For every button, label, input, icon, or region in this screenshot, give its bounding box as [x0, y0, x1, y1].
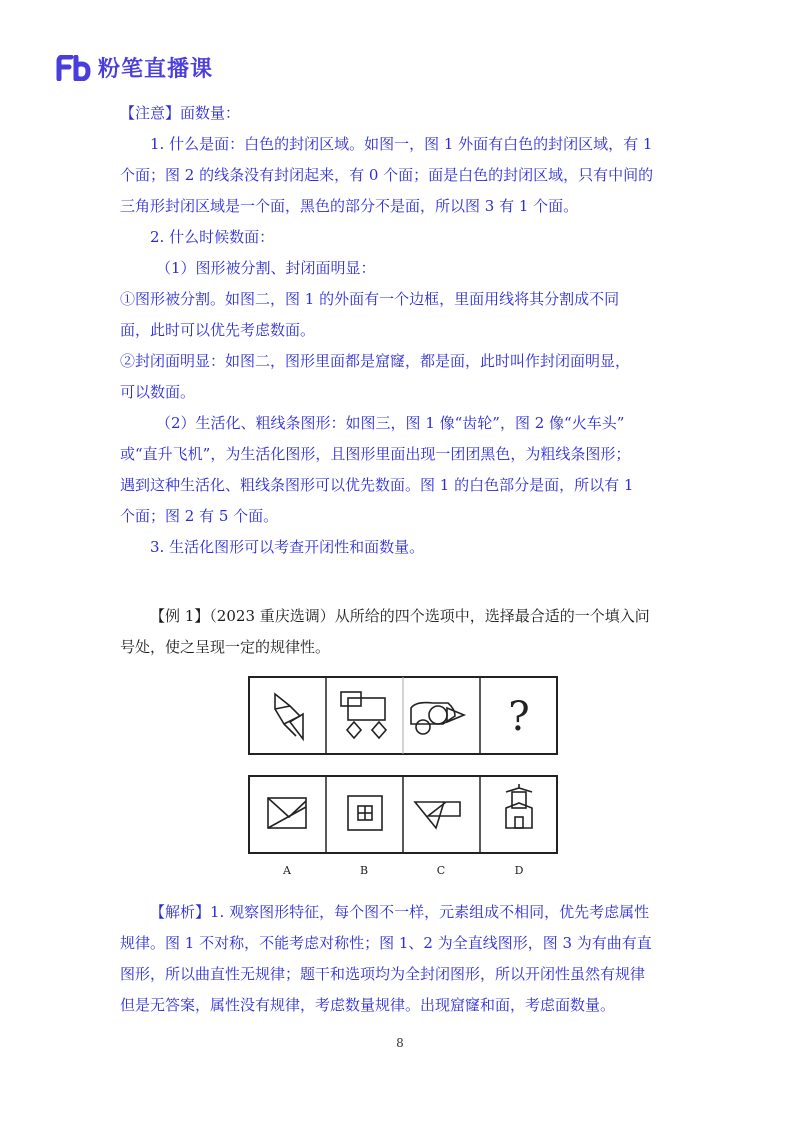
note-line: ①图形被分割。如图二，图 1 的外面有一个边框，里面用线将其分割成不同: [120, 290, 620, 308]
example-line: 号处，使之呈现一定的规律性。: [120, 638, 331, 656]
option-c-figure[interactable]: [415, 802, 460, 828]
option-d-figure[interactable]: [506, 784, 532, 828]
question-row: [249, 677, 557, 754]
analysis-line: 规律。图 1 不对称，不能考虑对称性；图 1、2 为全直线图形，图 3 为有曲有直: [120, 934, 652, 952]
question-mark: ?: [508, 694, 530, 740]
note-section: [120, 98, 690, 563]
option-label-d: D: [514, 864, 524, 877]
analysis-section: [120, 897, 690, 1021]
brand-logo: [56, 52, 213, 83]
page-number: 8: [396, 1036, 404, 1050]
option-a-figure[interactable]: [268, 798, 306, 828]
question-figure-3: [411, 703, 464, 734]
question-figure-1: [275, 694, 303, 739]
option-label-c: C: [436, 864, 446, 877]
note-line: 可以数面。: [120, 383, 196, 401]
note-line: （1）图形被分割、封闭面明显：: [156, 259, 376, 277]
note-title: 【注意】面数量：: [120, 104, 241, 122]
note-line: 或“直升飞机”，为生活化图形，且图形里面出现一团团黑色，为粗线条图形；: [120, 445, 631, 463]
option-label-a: A: [283, 864, 291, 877]
note-line: ②封闭面明显：如图二，图形里面都是窟窿，都是面，此时叫作封闭面明显，: [120, 352, 631, 370]
analysis-line: 图形，所以曲直性无规律；题干和选项均为全封闭图形，所以开闭性虽然有规律: [120, 965, 646, 983]
options-row: [249, 776, 557, 877]
brand-name: 粉笔直播课: [98, 57, 214, 82]
option-b-figure[interactable]: [348, 796, 382, 830]
note-line: 2. 什么时候数面：: [150, 228, 275, 246]
example-question: [120, 601, 690, 663]
note-line: 三角形封闭区域是一个面，黑色的部分不是面，所以图 3 有 1 个面。: [120, 197, 579, 215]
note-line: 3. 生活化图形可以考查开闭性和面数量。: [150, 538, 425, 556]
note-line: 面，此时可以优先考虑数面。: [120, 321, 316, 339]
option-label-b: B: [359, 864, 369, 877]
analysis-line: 【解析】1. 观察图形特征，每个图不一样，元素组成不相同，优先考虑属性: [150, 903, 650, 921]
example-line: 【例 1】（2023 重庆选调）从所给的四个选项中，选择最合适的一个填入问: [150, 607, 650, 625]
note-line: 遇到这种生活化、粗线条图形可以优先数面。图 1 的白色部分是面，所以有 1: [120, 476, 634, 494]
note-line: 1. 什么是面：白色的封闭区域。如图一，图 1 外面有白色的封闭区域，有 1: [150, 135, 653, 153]
note-line: 个面；图 2 的线条没有封闭起来，有 0 个面；面是白色的封闭区域，只有中间的: [120, 166, 654, 184]
note-line: （2）生活化、粗线条图形：如图三，图 1 像“齿轮”，图 2 像“火车头”: [156, 414, 625, 432]
analysis-line: 但是无答案，属性没有规律，考虑数量规律。出现窟窿和面，考虑面数量。: [120, 996, 616, 1014]
puzzle-figure: [248, 676, 558, 881]
note-line: 个面；图 2 有 5 个面。: [120, 507, 279, 525]
question-figure-2: [341, 692, 386, 738]
fb-logo-icon: [56, 55, 92, 81]
